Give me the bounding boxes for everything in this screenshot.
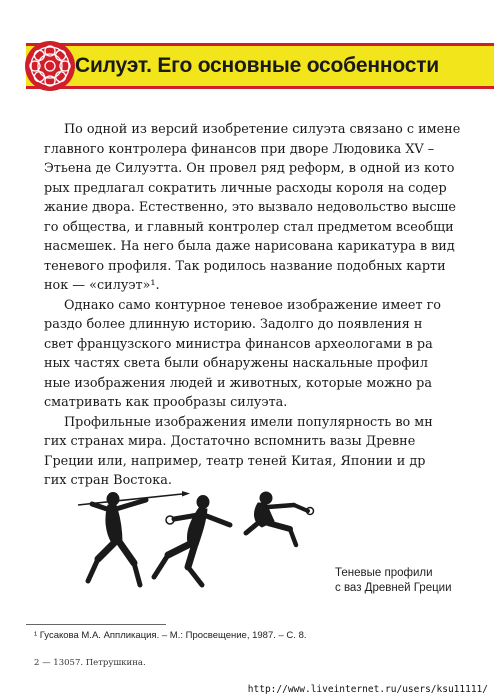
jumper-silhouette xyxy=(246,492,314,545)
paragraph-contour-history xyxy=(44,296,490,413)
printer-signature-line: 2 — 13057. Петрушкина. xyxy=(34,658,146,668)
text-line: Греции или, например, театр теней Китая, Японии и др xyxy=(44,453,426,469)
greek-vase-silhouettes-figure xyxy=(70,485,330,604)
text-line: По одной из версий изобретение силуэта связано с имене xyxy=(64,122,461,137)
text-line: теневого профиля. Так родилось название подобных карти xyxy=(44,258,446,274)
text-line: ные изображения людей и животных, которые можно ра xyxy=(44,375,432,391)
text-line: раздо более длинную историю. Задолго до появления н xyxy=(44,317,423,332)
text-line: главного контролера финансов при дворе Людовика XV – xyxy=(44,141,435,157)
text-line: сматривать как прообразы силуэта. xyxy=(44,395,288,410)
body-text xyxy=(44,120,490,491)
paragraph-profile-popularity xyxy=(44,413,490,491)
runner-silhouette xyxy=(154,496,230,586)
text-line: ных частях света были обнаружены наскальные профил xyxy=(44,356,428,371)
text-line: рых предлагал сократить личные расходы короля на содер xyxy=(44,180,447,196)
caption-line: с ваз Древней Греции xyxy=(335,582,452,594)
watermark-url: http://www.liveinternet.ru/users/ksu11111/ xyxy=(247,684,488,695)
text-line: Профильные изображения имели популярность во мн xyxy=(64,414,433,430)
text-line: Этьена де Силуэтта. Он провел ряд реформ, в одной из кото xyxy=(44,161,455,176)
footnote: ¹ Гусакова М.А. Аппликация. – М.: Просвещение, 1987. – С. 8. xyxy=(34,630,307,641)
caption-line: Теневые профили xyxy=(335,567,433,579)
text-line: го общества, и главный контролер стал предметом всеобщи xyxy=(44,219,454,235)
rosette-ornament-icon xyxy=(25,41,75,91)
text-line: жание двора. Естественно, это вызвало недовольство высше xyxy=(44,200,456,215)
footnote-divider xyxy=(26,624,166,625)
spear-tip-shape xyxy=(182,491,190,497)
text-line: насмешек. На него была даже нарисована карикатура в вид xyxy=(44,239,455,254)
section-title: Силуэт. Его основные особенности xyxy=(75,54,439,77)
paragraph-silhouette-origin xyxy=(44,120,490,296)
javelin-thrower-silhouette xyxy=(88,493,146,586)
text-line: Однако само контурное теневое изображение имеет го xyxy=(64,297,442,313)
figure-caption xyxy=(335,566,485,596)
text-line: свет французского министра финансов археологами в ра xyxy=(44,336,433,352)
text-line: гих стран Востока. xyxy=(44,473,172,488)
text-line: гих странах мира. Достаточно вспомнить вазы Древне xyxy=(44,434,416,449)
text-line: нок — «силуэт»¹. xyxy=(44,278,160,293)
